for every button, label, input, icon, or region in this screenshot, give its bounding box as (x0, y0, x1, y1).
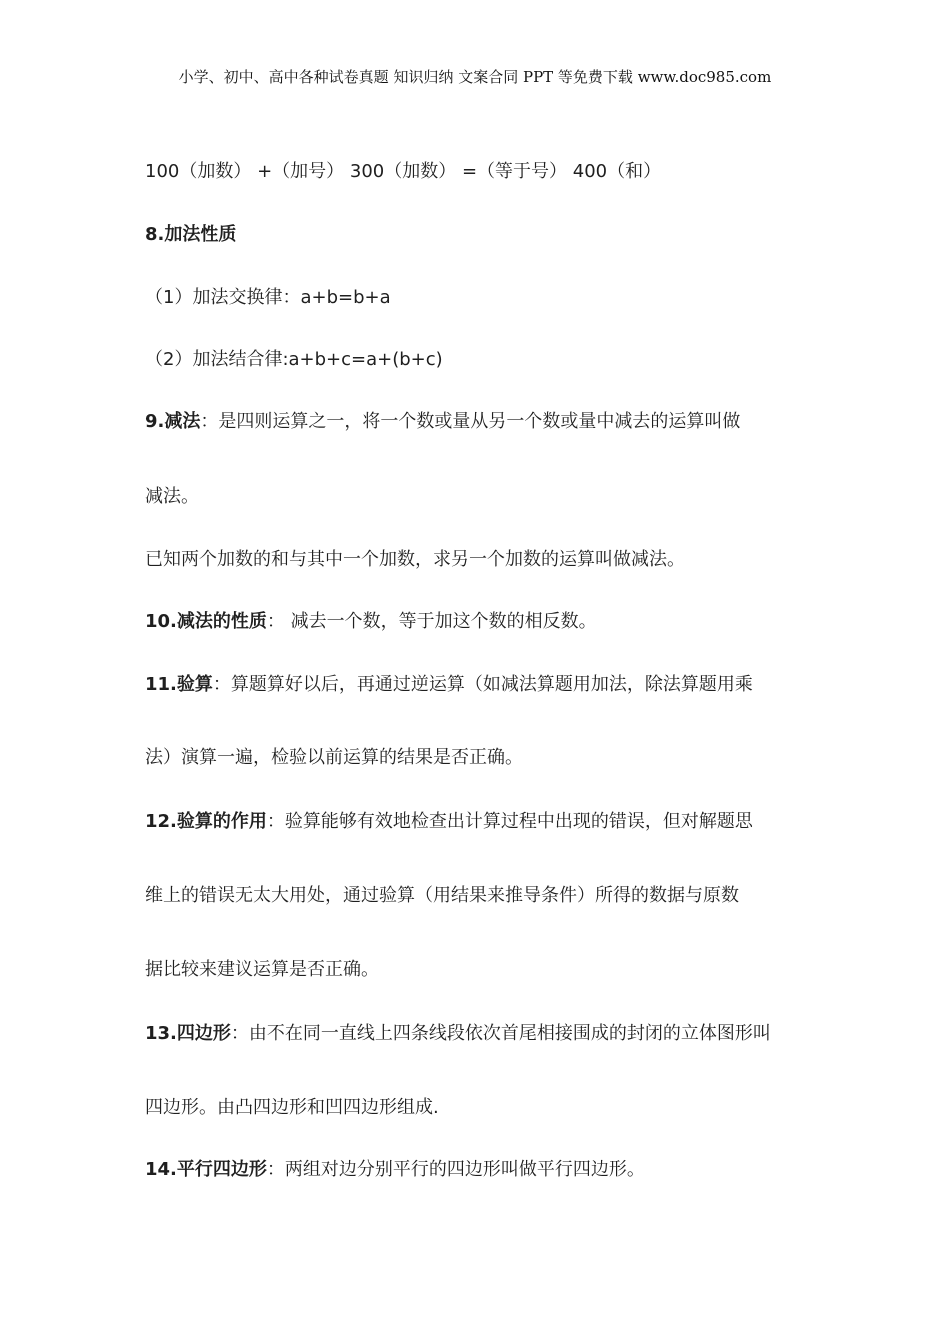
section-11-text: ：算题算好以后，再通过逆运算（如减法算题用加法，除法算题用乘 (212, 674, 753, 695)
section-12-label: 12.验算的作用 (145, 811, 267, 832)
section-12-line-1 (145, 810, 753, 834)
section-12-line-3: 据比较来建议运算是否正确。 (145, 959, 379, 980)
section-8-item-2: （2）加法结合律:a+b+c=a+(b+c) (145, 349, 443, 370)
section-9-text: ：是四则运算之一，将一个数或量从另一个数或量中减去的运算叫做 (200, 411, 741, 432)
section-9-line-2: 减法。 (145, 486, 199, 507)
section-11-line-2: 法）演算一遍，检验以前运算的结果是否正确。 (145, 747, 523, 768)
section-13-label: 13.四边形 (145, 1023, 231, 1044)
section-14-line (145, 1158, 645, 1182)
section-14-text: ：两组对边分别平行的四边形叫做平行四边形。 (266, 1159, 645, 1180)
section-14-label: 14.平行四边形 (145, 1159, 267, 1180)
section-12-text: ：验算能够有效地检查出计算过程中出现的错误，但对解题思 (266, 811, 753, 832)
section-8-heading: 8.加法性质 (145, 224, 237, 245)
section-9-line-3: 已知两个加数的和与其中一个加数，求另一个加数的运算叫做减法。 (145, 549, 685, 570)
section-11-line-1 (145, 673, 753, 697)
section-10-line (145, 610, 597, 634)
section-13-line-2: 四边形。由凸四边形和凹四边形组成. (145, 1097, 439, 1118)
section-10-label: 10.减法的性质 (145, 611, 267, 632)
section-10-text: ： 减去一个数，等于加这个数的相反数。 (266, 611, 597, 632)
section-11-label: 11.验算 (145, 674, 213, 695)
section-9-line-1 (145, 410, 740, 434)
addition-example: 100（加数） +（加号） 300（加数） =（等于号） 400（和） (145, 161, 662, 182)
section-13-line-1 (145, 1022, 771, 1046)
section-13-text: ：由不在同一直线上四条线段依次首尾相接围成的封闭的立体图形叫 (230, 1023, 771, 1044)
section-12-line-2: 维上的错误无太大用处，通过验算（用结果来推导条件）所得的数据与原数 (145, 885, 739, 906)
section-8-title (145, 223, 236, 247)
page-header: 小学、初中、高中各种试卷真题 知识归纳 文案合同 PPT 等免费下载 www.doc985.com (178, 68, 772, 86)
section-9-label: 9.减法 (145, 411, 201, 432)
section-8-item-1: （1）加法交换律：a+b=b+a (145, 287, 391, 308)
